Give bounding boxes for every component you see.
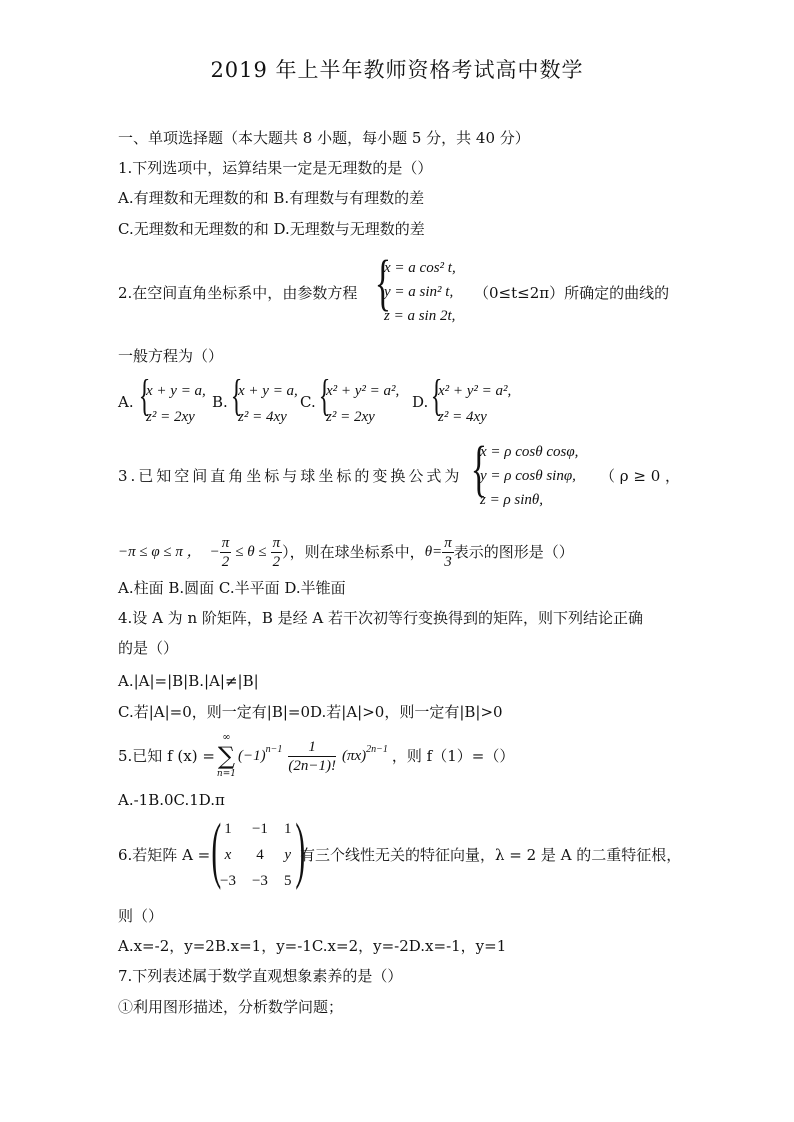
matrix-cell: 1 <box>224 820 232 837</box>
q3-stem-c: ），则在球坐标系中， <box>282 543 425 561</box>
q5-pix: (πx) <box>341 748 367 764</box>
q5-sign-exp: n−1 <box>265 744 283 755</box>
q2-eq1: x = a cos² t, <box>384 260 456 276</box>
page-title: 2019 年上半年教师资格考试高中数学 <box>210 58 584 82</box>
q3-cond2-mid: ≤ θ ≤ <box>235 544 267 560</box>
q3-frac-pi-2b <box>271 534 283 571</box>
q7-item1: ①利用图形描述，分析数学问题； <box>118 998 344 1016</box>
q1-stem: 1.下列选项中，运算结果一定是无理数的是（） <box>118 159 433 177</box>
q3-frac-num: π <box>444 534 452 551</box>
sigma-icon: ∑ <box>217 742 236 770</box>
q2-opt-d-label: D. <box>412 393 429 411</box>
q2-stem <box>118 283 357 303</box>
matrix-cell: −1 <box>251 820 268 837</box>
q3-frac-pi-2a <box>220 534 232 571</box>
q2-eq2: y = a sin² t, <box>384 284 454 300</box>
matrix-row <box>212 816 299 842</box>
q5-formula-line <box>118 732 514 780</box>
q2-opt-c-eq1: x² + y² = a², <box>326 383 400 399</box>
q3-eq2: y = ρ cosθ sinφ, <box>480 468 576 484</box>
q3-frac-num: π <box>221 534 230 551</box>
matrix-cell: 1 <box>283 820 292 837</box>
q4-options-ab: A.|A|=|B|B.|A|≠|B| <box>118 672 259 690</box>
matrix-cell: y <box>284 846 292 863</box>
q4-options-cd: C.若|A|=0，则一定有|B|=0D.若|A|>0，则一定有|B|>0 <box>118 703 503 721</box>
q2-opt-c-eq2: z² = 2xy <box>326 409 375 425</box>
q5-frac-num: 1 <box>288 738 336 757</box>
q2-stem-b: （0≤t≤2π）所确定的曲线的 <box>474 284 670 302</box>
matrix-cell: −3 <box>220 872 236 889</box>
q2-opt-d-system <box>438 378 511 430</box>
q2-opt-a-label: A. <box>118 393 134 411</box>
q5-stem-b: ，则 f（1）=（） <box>391 747 515 765</box>
q3-frac-den: 2 <box>272 553 281 570</box>
q2-opt-d-eq2: z² = 4xy <box>438 409 487 425</box>
q2-stem-c: 一般方程为（） <box>118 347 224 365</box>
q2-opt-d-eq1: x² + y² = a², <box>438 383 512 399</box>
q2-opt-b-brace-icon: { <box>230 371 243 420</box>
q5-sum-top: ∞ <box>222 732 231 743</box>
matrix-cell: x <box>224 846 232 863</box>
q3-eq1: x = ρ cosθ cosφ, <box>480 444 579 460</box>
q2-opt-b-system <box>238 378 298 430</box>
q5-options: A.-1B.0C.1D.π <box>118 791 225 809</box>
q5-pix-exp: 2n−1 <box>366 744 388 755</box>
q3-frac-num: π <box>272 534 281 551</box>
q2-opt-b-label: B. <box>212 393 228 411</box>
q2-eq3: z = a sin 2t, <box>384 308 456 324</box>
q6-options: A.x=-2，y=2B.x=1，y=-1C.x=2，y=-2D.x=-1，y=1 <box>118 937 507 955</box>
q5-sum-bottom: n=1 <box>216 769 236 779</box>
matrix-cell: 5 <box>283 872 292 889</box>
matrix-row <box>212 842 299 868</box>
q3-cond1: −π ≤ φ ≤ π ， <box>118 544 202 560</box>
q3-frac-den: 3 <box>444 553 452 570</box>
matrix-row <box>212 868 299 894</box>
q3-frac-den: 2 <box>221 553 230 570</box>
q5-sum <box>217 732 236 780</box>
matrix-left-paren-icon: ( <box>211 809 222 891</box>
q2-stem-a: 2.在空间直角坐标系中，由参数方程 <box>118 284 358 302</box>
q2-opt-b-eq1: x + y = a, <box>238 383 298 399</box>
q3-frac-pi-3 <box>442 534 454 571</box>
q6-stem-a: 6.若矩阵 A = <box>118 846 211 864</box>
q2-equation-system <box>384 256 456 328</box>
q2-brace-icon: { <box>374 249 392 317</box>
q3-condition-line <box>118 532 574 572</box>
q2-opt-a-eq1: x + y = a, <box>146 383 206 399</box>
q2-opt-c-system <box>326 378 399 430</box>
q2-opt-c-brace-icon: { <box>318 371 331 420</box>
matrix-cell: −3 <box>251 872 268 889</box>
section-heading: 一、单项选择题（本大题共 8 小题，每小题 5 分，共 40 分） <box>118 129 530 147</box>
q2-opt-a-brace-icon: { <box>138 371 151 420</box>
q6-stem-c: 则（） <box>118 907 164 925</box>
q3-eq3: z = ρ sinθ, <box>480 492 544 508</box>
q6-matrix <box>212 816 299 894</box>
q7-stem: 7.下列表述属于数学直观想象素养的是（） <box>118 967 403 985</box>
q3-cond2-minus: − <box>209 544 220 560</box>
q2-opt-d-brace-icon: { <box>430 371 443 420</box>
q3-stem-b: （ ρ ≥ 0 ， <box>600 467 681 485</box>
q4-stem-line2: 的是（） <box>118 639 179 657</box>
matrix-cell: 4 <box>256 846 264 863</box>
q3-stem-d: 表示的图形是（） <box>453 543 574 561</box>
q5-frac-den: (2n−1)! <box>288 757 336 774</box>
q4-stem-line1: 4.设 A 为 n 阶矩阵，B 是经 A 若干次初等行变换得到的矩阵，则下列结论正确 <box>118 609 644 627</box>
q5-sign: (−1) <box>237 748 266 764</box>
q2-opt-c-label: C. <box>300 393 316 411</box>
q3-brace-icon: { <box>470 435 488 503</box>
matrix-right-paren-icon: ) <box>295 809 306 891</box>
q3-stem-a: 3.已知空间直角坐标与球坐标的变换公式为 <box>118 467 463 485</box>
q1-options-ab: A.有理数和无理数的和 B.有理数与有理数的差 <box>118 189 425 207</box>
q3-equation-system <box>480 440 578 512</box>
q6-stem-b: 有三个线性无关的特征向量，λ = 2 是 A 的二重特征根， <box>300 846 682 864</box>
q3-theta-eq: θ= <box>424 544 443 560</box>
q5-stem-a: 5.已知 f (x) = <box>118 747 215 765</box>
q1-options-cd: C.无理数和无理数的和 D.无理数与无理数的差 <box>118 220 425 238</box>
q2-opt-a-system <box>146 378 206 430</box>
q2-opt-a-eq2: z² = 2xy <box>146 409 195 425</box>
q3-options: A.柱面 B.圆面 C.半平面 D.半锥面 <box>118 579 346 597</box>
q2-opt-b-eq2: z² = 4xy <box>238 409 287 425</box>
q5-fraction <box>288 738 336 775</box>
